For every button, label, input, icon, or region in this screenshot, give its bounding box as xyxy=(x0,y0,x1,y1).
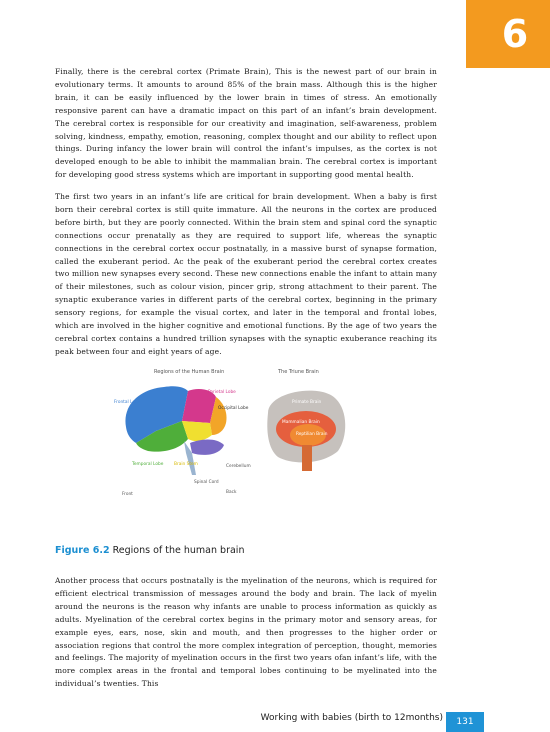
figure-caption-text: Regions of the human brain xyxy=(112,545,245,556)
label-front: Front xyxy=(122,492,133,497)
label-cerebellum: Cerebellum xyxy=(226,464,251,469)
figure-caption xyxy=(55,545,244,556)
figure-right-title: The Triune Brain xyxy=(278,369,319,375)
label-temporal-lobe: Temporal Lobe xyxy=(132,462,164,467)
label-back: Back xyxy=(226,490,237,495)
label-occipital-lobe: Occipital Lobe xyxy=(218,406,249,411)
label-mammalian-brain: Mammalian Brain xyxy=(282,420,320,425)
label-spinal-cord: Spinal Cord xyxy=(194,480,219,485)
page-number-box: 131 xyxy=(446,712,484,732)
paragraph-first-two-years: The first two years in an infant’s life are critical for brain development. When a baby is first born their cerebral cortex is still quite immature. All the neurons in the cortex are produced before birth, but they are poorly connected. Within the brain stem and spinal cord the synaptic connections occur prenatally as they are required to support life, whereas the synaptic connections in the cerebral cortex occur postnatally, in a massive burst of synapse formation, called the exuberant period. Ac the peak of the exuberant period the cerebral cortex creates two million new synapses every second. These new connections enable the infant to attain many of their milestones, such as colour vision, pincer grip, strong attachment to their parent. The synaptic exuberance varies in different parts of the cerebral cortex, beginning in the primary sensory regions, for example the visual cortex, and later in the temporal and frontal lobes, which are involved in the higher cognitive and emotional functions. By the age of two years the cerebral cortex contains a hundred trillion synapses with the synaptic exuberance reaching its peak between four and eight years of age. xyxy=(55,192,437,356)
label-reptilian-brain: Reptilian Brain xyxy=(296,432,328,437)
label-brain-stem: Brain Stem xyxy=(174,462,198,467)
figure-left-title: Regions of the Human Brain xyxy=(154,369,225,375)
label-primate-brain: Primate Brain xyxy=(292,400,322,405)
label-frontal-lobe: Frontal Lobe xyxy=(114,400,141,405)
cerebellum-region xyxy=(190,440,224,455)
label-parietal-lobe: Parietal Lobe xyxy=(208,390,236,395)
chapter-number-tab: 6 xyxy=(466,0,550,68)
paragraph-cerebral-cortex: Finally, there is the cerebral cortex (Primate Brain), This is the newest part of our brain in evolutionary terms. It amounts to around 85% of the brain mass. Although this is the higher brain, it can be easily influenced by the lower brain in times of stress. An emotionally responsive parent can have a dramatic impact on this part of an infant’s brain development. The cerebral cortex is responsible for our creativity and imagination, self-awareness, problem solving, kindness, empathy, emotion, reasoning, complex thought and our ability to reflect upon things. During infancy the lower brain will control the infant’s impulses, as the cortex is not developed enough to be able to inhibit the mammalian brain. The cerebral cortex is important for developing good stress systems which are important in supporting good mental health. xyxy=(55,67,437,180)
paragraph-myelination: Another process that occurs postnatally is the myelination of the neurons, which is required for efficient electrical transmission of messages around the body and brain. The lack of myelin around the neurons is the reason why infants are unable to process information as quickly as adults. Myelination of the cerebral cortex begins in the primary motor and sensory areas, for example eyes, ears, nose, skin and mouth, and then progresses to the higher order or association regions that control the more complex integration of perception, thought, memories and feelings. The majority of myelination occurs in the first two years ofan infant’s life, with the more complex areas in the frontal and temporal lobes continuing to be myelinated into the individual’s twenties. This xyxy=(55,576,437,689)
triune-stem-shape xyxy=(302,445,312,471)
brain-regions-figure xyxy=(112,365,352,505)
footer-book-title: Working with babies (birth to 12months) xyxy=(260,713,443,723)
figure-caption-number: Figure 6.2 xyxy=(55,545,110,556)
